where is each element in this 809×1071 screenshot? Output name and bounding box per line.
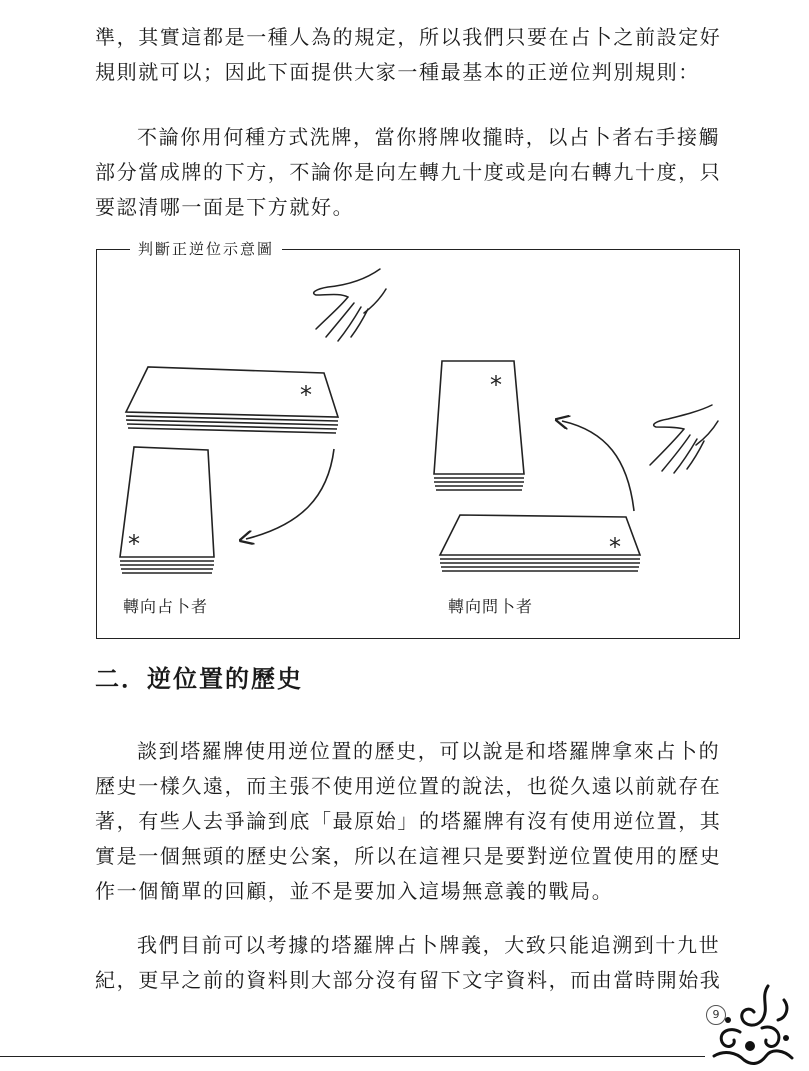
hand-icon bbox=[650, 405, 718, 473]
card-mark-star: * bbox=[300, 381, 312, 409]
figure-title: 判斷正逆位示意圖 bbox=[130, 238, 282, 260]
card-deck-vertical-right bbox=[434, 361, 524, 490]
rotate-right-arrow bbox=[562, 421, 634, 511]
paragraph-intro bbox=[95, 20, 745, 90]
card-mark-star: * bbox=[128, 530, 140, 558]
caption-left: 轉向占卜者 bbox=[123, 597, 209, 616]
text-line: 紀，更早之前的資料則大部分沒有留下文字資料，而由當時開始我 bbox=[95, 968, 722, 992]
text-line: 談到塔羅牌使用逆位置的歷史，可以說是和塔羅牌拿來占卜的 bbox=[137, 739, 721, 763]
ornament-icon bbox=[700, 980, 800, 1068]
paragraph-rule bbox=[95, 120, 745, 225]
text-line: 歷史一樣久遠，而主張不使用逆位置的說法，也從久遠以前就存在 bbox=[95, 774, 722, 798]
text-line: 作一個簡單的回顧，並不是要加入這場無意義的戰局。 bbox=[95, 879, 614, 903]
text-line: 實是一個無頭的歷史公案，所以在這裡只是要對逆位置使用的歷史 bbox=[95, 844, 722, 868]
figure-illustration bbox=[96, 249, 740, 639]
rotate-left-arrow bbox=[246, 449, 334, 539]
caption-right: 轉向問卜者 bbox=[448, 597, 534, 616]
text-line: 不論你用何種方式洗牌，當你將牌收攏時，以占卜者右手接觸 bbox=[137, 125, 721, 149]
text-line: 部分當成牌的下方，不論你是向左轉九十度或是向右轉九十度，只 bbox=[95, 160, 722, 184]
hand-icon bbox=[314, 269, 386, 341]
text-line: 準，其實這都是一種人為的規定，所以我們只要在占卜之前設定好 bbox=[95, 25, 722, 49]
page-number: 9 bbox=[706, 1005, 726, 1025]
card-mark-star: * bbox=[609, 533, 621, 561]
paragraph-meanings bbox=[95, 928, 745, 998]
text-line: 要認清哪一面是下方就好。 bbox=[95, 195, 355, 219]
card-mark-star: * bbox=[490, 371, 502, 399]
section-heading: 二．逆位置的歷史 bbox=[95, 665, 303, 693]
footer-rule bbox=[0, 1056, 705, 1057]
text-line: 規則就可以；因此下面提供大家一種最基本的正逆位判別規則： bbox=[95, 60, 700, 84]
paragraph-history bbox=[95, 734, 745, 909]
text-line: 我們目前可以考據的塔羅牌占卜牌義，大致只能追溯到十九世 bbox=[137, 933, 721, 957]
text-line: 著，有些人去爭論到底「最原始」的塔羅牌有沒有使用逆位置，其 bbox=[95, 809, 722, 833]
